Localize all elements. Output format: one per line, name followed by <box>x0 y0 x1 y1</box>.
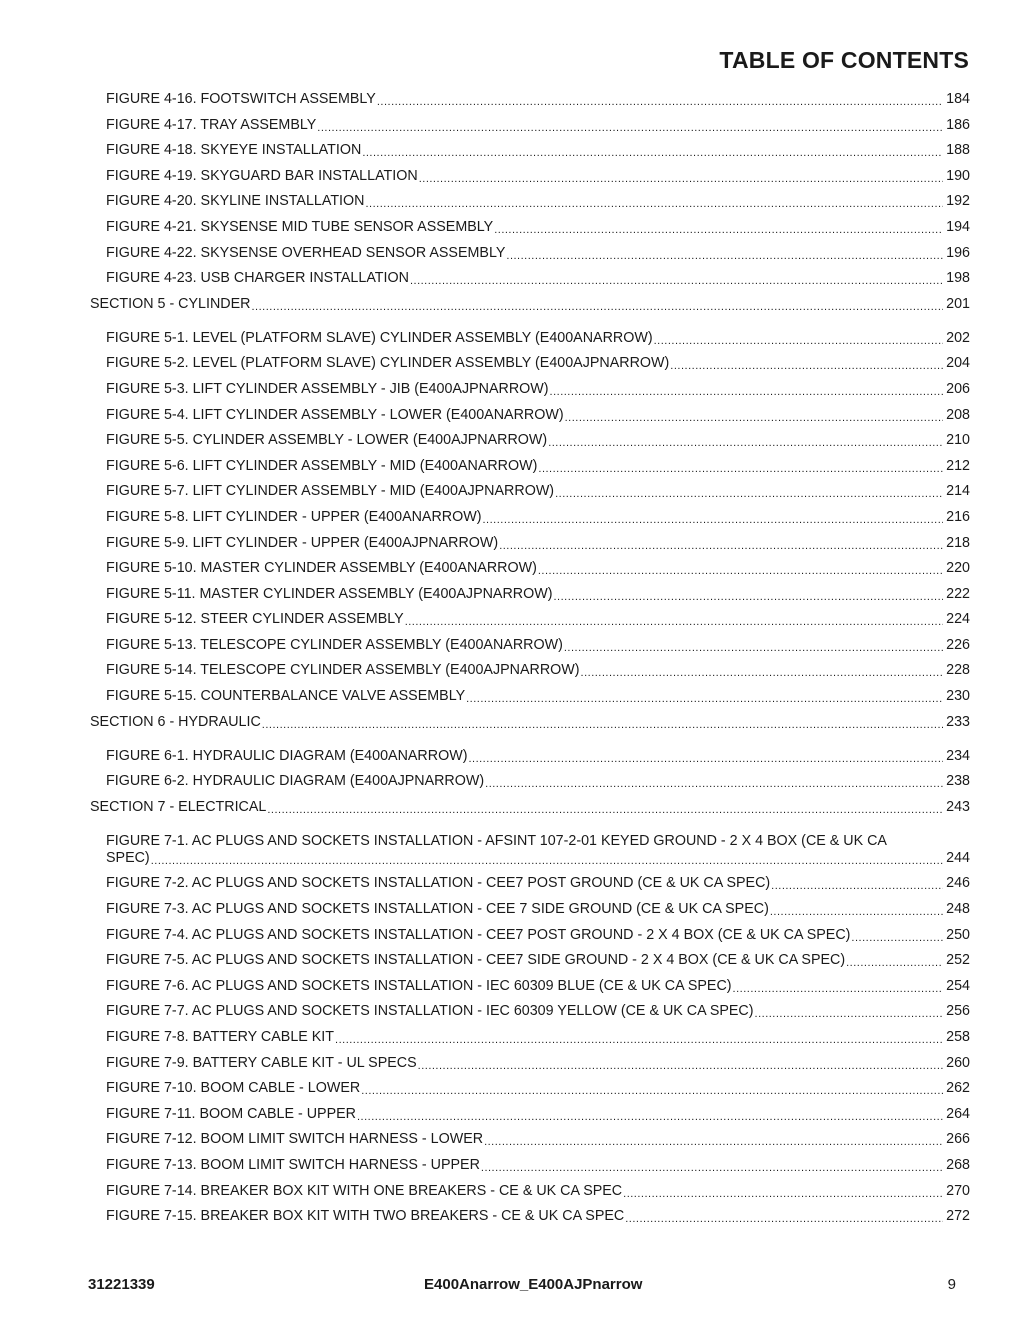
toc-entry-page: 184 <box>946 91 970 107</box>
toc-entry-label: FIGURE 5-3. LIFT CYLINDER ASSEMBLY - JIB (E400AJPNARROW) <box>106 380 549 397</box>
toc-entry-label: FIGURE 5-6. LIFT CYLINDER ASSEMBLY - MID (E400ANARROW) <box>106 457 538 474</box>
toc-entry-label: FIGURE 7-6. AC PLUGS AND SOCKETS INSTALLATION - IEC 60309 BLUE (CE & UK CA SPEC) <box>106 977 732 994</box>
dot-leader <box>670 358 943 372</box>
dot-leader <box>419 171 943 185</box>
toc-entry-page: 233 <box>946 713 970 730</box>
toc-entry-label: FIGURE 5-4. LIFT CYLINDER ASSEMBLY - LOWER (E400ANARROW) <box>106 406 564 423</box>
toc-entry-page: 210 <box>946 432 970 449</box>
dot-leader <box>654 333 943 347</box>
dot-leader <box>494 222 943 236</box>
document-number: 31221339 <box>88 1276 155 1293</box>
toc-entry-figure[interactable] <box>90 509 970 526</box>
dot-leader <box>377 94 943 108</box>
toc-entry-figure[interactable] <box>90 1029 970 1046</box>
toc-entry-figure[interactable] <box>90 142 970 159</box>
toc-entry-label: FIGURE 5-7. LIFT CYLINDER ASSEMBLY - MID (E400AJPNARROW) <box>106 483 555 500</box>
toc-entry-figure[interactable] <box>90 270 970 287</box>
toc-entry-label: FIGURE 7-7. AC PLUGS AND SOCKETS INSTALLATION - IEC 60309 YELLOW (CE & UK CA SPEC) <box>106 1003 754 1020</box>
toc-entry-label: FIGURE 5-8. LIFT CYLINDER - UPPER (E400ANARROW) <box>106 508 482 525</box>
toc-entry-figure[interactable] <box>90 245 970 262</box>
toc-entry-figure[interactable] <box>90 560 970 577</box>
toc-entry-label: FIGURE 7-12. BOOM LIMIT SWITCH HARNESS - LOWER <box>106 1131 484 1148</box>
toc-entry-page: 272 <box>946 1208 970 1225</box>
toc-entry-label: FIGURE 7-14. BREAKER BOX KIT WITH ONE BREAKERS - CE & UK CA SPEC <box>106 1182 623 1199</box>
toc-entry-label: FIGURE 5-15. COUNTERBALANCE VALVE ASSEMBLY <box>106 688 466 705</box>
dot-leader <box>262 717 943 731</box>
toc-entry-label: FIGURE 4-18. SKYEYE INSTALLATION <box>106 142 362 159</box>
toc-entry-page: 256 <box>946 1003 970 1020</box>
toc-entry-label: FIGURE 7-8. BATTERY CABLE KIT <box>106 1029 335 1045</box>
toc-entry-figure[interactable] <box>90 748 970 765</box>
toc-entry-page: 264 <box>946 1105 970 1122</box>
toc-entry-label: FIGURE 7-15. BREAKER BOX KIT WITH TWO BREAKERS - CE & UK CA SPEC <box>106 1208 625 1225</box>
toc-entry-figure[interactable] <box>90 355 970 372</box>
toc-entry-figure[interactable] <box>90 458 970 475</box>
toc-entry-label: FIGURE 4-20. SKYLINE INSTALLATION <box>106 193 365 210</box>
toc-entry-page: 220 <box>946 560 970 577</box>
toc-entry-page: 194 <box>946 218 970 235</box>
dot-leader <box>733 981 943 995</box>
toc-entry-figure[interactable] <box>90 483 970 500</box>
toc-entry-label: FIGURE 7-10. BOOM CABLE - LOWER <box>106 1080 361 1097</box>
toc-entry-figure[interactable] <box>90 168 970 185</box>
toc-entry-figure[interactable] <box>90 662 970 679</box>
toc-entry-page: 226 <box>946 636 970 653</box>
toc-entry-figure[interactable] <box>90 901 970 918</box>
dot-leader <box>581 665 943 679</box>
dot-leader <box>538 461 943 475</box>
toc-entry-figure[interactable] <box>90 193 970 210</box>
toc-entry-label: FIGURE 4-21. SKYSENSE MID TUBE SENSOR ASSEMBLY <box>106 218 494 235</box>
dot-leader <box>405 614 943 628</box>
toc-entry-figure[interactable] <box>90 875 970 892</box>
toc-entry-page: 248 <box>946 901 970 918</box>
toc-entry-label: FIGURE 5-12. STEER CYLINDER ASSEMBLY <box>106 611 404 628</box>
toc-entry-label: FIGURE 5-9. LIFT CYLINDER - UPPER (E400AJPNARROW) <box>106 534 499 551</box>
toc-entry-page: 230 <box>946 688 970 705</box>
dot-leader <box>554 589 944 603</box>
toc-entry-page: 254 <box>946 977 970 994</box>
toc-entry-page: 270 <box>946 1182 970 1199</box>
toc-entry-figure[interactable] <box>90 952 970 969</box>
toc-entry-page: 216 <box>946 508 970 525</box>
toc-entry-label: FIGURE 4-19. SKYGUARD BAR INSTALLATION <box>106 167 418 184</box>
toc-entry-label: FIGURE 7-9. BATTERY CABLE KIT - UL SPECS <box>106 1054 417 1071</box>
dot-leader <box>251 299 943 313</box>
dot-leader <box>625 1211 943 1225</box>
toc-entry-figure[interactable] <box>90 91 970 108</box>
dot-leader <box>538 563 943 577</box>
toc-entry-figure[interactable] <box>90 927 970 944</box>
dot-leader <box>851 930 943 944</box>
toc-entry-page: 234 <box>946 747 970 764</box>
dot-leader <box>506 248 943 262</box>
toc-entry-label: FIGURE 7-2. AC PLUGS AND SOCKETS INSTALLATION - CEE7 POST GROUND (CE & UK CA SPEC) <box>106 875 771 892</box>
toc-entry-figure[interactable] <box>90 1183 970 1200</box>
toc-entry-figure[interactable] <box>90 1055 970 1072</box>
toc-entry-label: FIGURE 5-2. LEVEL (PLATFORM SLAVE) CYLINDER ASSEMBLY (E400AJPNARROW) <box>106 355 670 372</box>
toc-entry-figure[interactable] <box>90 1106 970 1123</box>
toc-entry-figure[interactable] <box>90 535 970 552</box>
dot-leader <box>267 802 943 816</box>
toc-entry-label: FIGURE 7-3. AC PLUGS AND SOCKETS INSTALLATION - CEE 7 SIDE GROUND (CE & UK CA SPEC) <box>106 901 769 918</box>
dot-leader <box>151 853 943 867</box>
toc-entry-figure[interactable] <box>90 330 970 347</box>
toc-entry-page: 208 <box>946 406 970 423</box>
toc-entry-figure[interactable] <box>90 219 970 236</box>
dot-leader <box>481 1160 943 1174</box>
dot-leader <box>468 751 943 765</box>
toc-entry-label: FIGURE 7-1. AC PLUGS AND SOCKETS INSTALLATION - AFSINT 107-2-01 KEYED GROUND - 2 X 4 BOX (CE & UK CA <box>106 832 887 849</box>
dot-leader <box>335 1032 943 1046</box>
table-of-contents <box>90 91 970 1234</box>
toc-entry-label: SECTION 5 - CYLINDER <box>90 295 251 312</box>
toc-entry-figure[interactable] <box>90 586 970 603</box>
dot-leader <box>484 1134 943 1148</box>
toc-entry-page: 268 <box>946 1156 970 1173</box>
toc-entry-page: 201 <box>946 295 970 312</box>
dot-leader <box>548 435 943 449</box>
dot-leader <box>565 410 943 424</box>
toc-entry-figure[interactable] <box>90 637 970 654</box>
dot-leader <box>317 120 943 134</box>
toc-entry-label: FIGURE 5-5. CYLINDER ASSEMBLY - LOWER (E400AJPNARROW) <box>106 432 548 449</box>
toc-entry-page: 190 <box>946 167 970 184</box>
toc-entry-page: 258 <box>946 1029 970 1045</box>
dot-leader <box>365 196 943 210</box>
dot-leader <box>550 384 943 398</box>
toc-entry-label: FIGURE 5-1. LEVEL (PLATFORM SLAVE) CYLINDER ASSEMBLY (E400ANARROW) <box>106 329 653 346</box>
toc-entry-label: FIGURE 7-13. BOOM LIMIT SWITCH HARNESS - UPPER <box>106 1156 480 1173</box>
toc-entry-page: 196 <box>946 244 970 261</box>
dot-leader <box>483 512 944 526</box>
toc-entry-section[interactable] <box>90 296 970 313</box>
toc-entry-page: 218 <box>946 534 970 551</box>
toc-entry-page: 222 <box>946 585 970 602</box>
toc-entry-page: 224 <box>946 611 970 628</box>
dot-leader <box>564 640 943 654</box>
toc-entry-figure[interactable] <box>90 117 970 134</box>
toc-entry-page: 202 <box>946 329 970 346</box>
toc-entry-page: 252 <box>946 952 970 969</box>
toc-entry-page: 262 <box>946 1080 970 1097</box>
toc-entry-figure[interactable] <box>90 407 970 424</box>
toc-entry-page: 228 <box>946 662 970 679</box>
toc-entry-figure[interactable] <box>90 978 970 995</box>
dot-leader <box>771 878 943 892</box>
toc-entry-label: SPEC) <box>106 849 150 866</box>
toc-entry-page: 188 <box>946 142 970 159</box>
dot-leader <box>555 486 943 500</box>
dot-leader <box>846 955 943 969</box>
toc-entry-label: FIGURE 5-10. MASTER CYLINDER ASSEMBLY (E400ANARROW) <box>106 560 537 577</box>
toc-entry-label: FIGURE 7-4. AC PLUGS AND SOCKETS INSTALLATION - CEE7 POST GROUND - 2 X 4 BOX (CE & UK CA SPEC) <box>106 926 851 943</box>
page-number: 9 <box>947 1276 956 1293</box>
toc-entry-page: 214 <box>946 483 970 500</box>
toc-entry-page: 250 <box>946 926 970 943</box>
toc-entry-label: FIGURE 4-17. TRAY ASSEMBLY <box>106 116 317 133</box>
dot-leader <box>466 691 943 705</box>
toc-entry-figure[interactable] <box>90 1208 970 1225</box>
toc-entry-label: FIGURE 6-2. HYDRAULIC DIAGRAM (E400AJPNARROW) <box>106 773 485 790</box>
toc-entry-section[interactable] <box>90 714 970 731</box>
page-title: TABLE OF CONTENTS <box>719 47 969 73</box>
toc-entry-figure[interactable] <box>90 773 970 790</box>
toc-entry-figure[interactable] <box>90 1157 970 1174</box>
dot-leader <box>623 1186 943 1200</box>
toc-entry-page: 204 <box>946 355 970 372</box>
model-name: E400Anarrow_E400AJPnarrow <box>424 1276 643 1293</box>
toc-entry-label: FIGURE 5-14. TELESCOPE CYLINDER ASSEMBLY (E400AJPNARROW) <box>106 662 580 679</box>
dot-leader <box>362 145 943 159</box>
toc-entry-figure[interactable] <box>90 381 970 398</box>
toc-entry-page: 206 <box>946 380 970 397</box>
dot-leader <box>410 273 943 287</box>
toc-entry-page: 246 <box>946 875 970 892</box>
toc-entry-label: FIGURE 6-1. HYDRAULIC DIAGRAM (E400ANARROW) <box>106 747 468 764</box>
toc-entry-figure[interactable] <box>90 611 970 628</box>
dot-leader <box>770 904 943 918</box>
dot-leader <box>499 538 943 552</box>
toc-entry-page: 238 <box>946 773 970 790</box>
toc-entry-figure[interactable] <box>90 1080 970 1097</box>
dot-leader <box>485 776 943 790</box>
toc-entry-label: FIGURE 7-11. BOOM CABLE - UPPER <box>106 1105 356 1122</box>
dot-leader <box>361 1083 943 1097</box>
toc-entry-figure[interactable] <box>90 833 970 867</box>
toc-entry-page: 260 <box>946 1054 970 1071</box>
toc-entry-page: 266 <box>946 1131 970 1148</box>
toc-entry-label: FIGURE 5-11. MASTER CYLINDER ASSEMBLY (E400AJPNARROW) <box>106 585 553 602</box>
toc-entry-label: SECTION 6 - HYDRAULIC <box>90 713 261 730</box>
toc-entry-page: 244 <box>946 849 970 866</box>
toc-entry-label: FIGURE 4-22. SKYSENSE OVERHEAD SENSOR ASSEMBLY <box>106 244 506 261</box>
toc-entry-label: FIGURE 4-16. FOOTSWITCH ASSEMBLY <box>106 91 376 107</box>
toc-entry-page: 198 <box>946 270 970 287</box>
toc-entry-label: FIGURE 4-23. USB CHARGER INSTALLATION <box>106 270 409 287</box>
toc-entry-figure[interactable] <box>90 1003 970 1020</box>
toc-entry-figure[interactable] <box>90 1131 970 1148</box>
toc-entry-figure[interactable] <box>90 688 970 705</box>
toc-entry-label: FIGURE 5-13. TELESCOPE CYLINDER ASSEMBLY (E400ANARROW) <box>106 636 563 653</box>
toc-entry-page: 243 <box>946 798 970 815</box>
toc-entry-page: 192 <box>946 193 970 210</box>
toc-entry-figure[interactable] <box>90 432 970 449</box>
toc-entry-page: 212 <box>946 457 970 474</box>
dot-leader <box>357 1109 943 1123</box>
toc-entry-label: SECTION 7 - ELECTRICAL <box>90 798 267 815</box>
dot-leader <box>755 1006 943 1020</box>
toc-entry-label: FIGURE 7-5. AC PLUGS AND SOCKETS INSTALLATION - CEE7 SIDE GROUND - 2 X 4 BOX (CE & UK CA SPEC) <box>106 952 846 969</box>
toc-entry-page: 186 <box>946 116 970 133</box>
dot-leader <box>418 1058 943 1072</box>
toc-entry-section[interactable] <box>90 799 970 816</box>
